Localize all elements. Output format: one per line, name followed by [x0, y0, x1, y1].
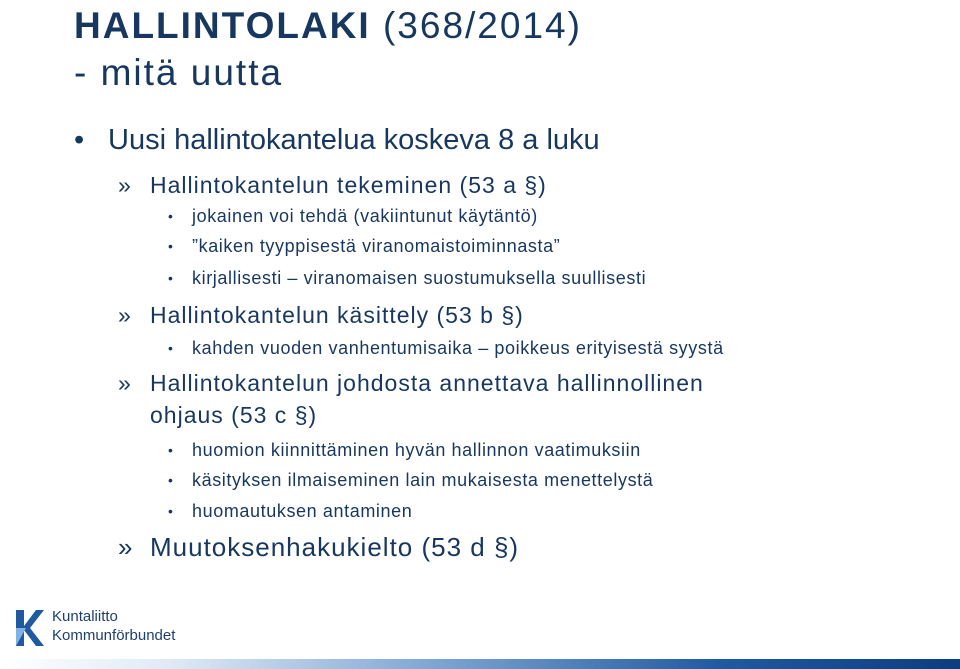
bullet-arrow: » [118, 370, 132, 396]
list-item-text: kirjallisesti – viranomaisen suostumuksella suullisesti [192, 268, 647, 288]
bullet-arrow: » [118, 302, 132, 328]
section-text: Hallintokantelun tekeminen (53 a §) [150, 172, 547, 198]
section-heading-continued: ohjaus (53 c §) [150, 402, 318, 428]
list-item-text: jokainen voi tehdä (vakiintunut käytäntö) [192, 206, 538, 226]
bullet-dot: • [168, 442, 174, 458]
list-item-text: huomion kiinnittäminen hyvän hallinnon vaatimuksiin [192, 440, 641, 460]
list-item-text: huomautuksen antaminen [192, 501, 413, 521]
bullet-dot: • [168, 208, 174, 224]
bullet-text: Uusi hallintokantelua koskeva 8 a luku [108, 124, 600, 156]
bullet-arrow: » [118, 172, 132, 198]
bullet-dot: • [74, 124, 85, 156]
list-item-text: kahden vuoden vanhentumisaika – poikkeus erityisestä syystä [192, 338, 724, 358]
logo-text-finnish: Kuntaliitto [52, 608, 118, 625]
section-text: Muutoksenhakukielto (53 d §) [150, 532, 520, 562]
bullet-dot: • [168, 270, 174, 286]
kuntaliitto-logo [14, 606, 194, 650]
page-title [74, 2, 582, 96]
footer-gradient-bar [0, 659, 960, 669]
title-law-number: (368/2014) [370, 5, 582, 46]
section-text: Hallintokantelun johdosta annettava hallinnollinen [150, 370, 704, 396]
list-item-text: käsityksen ilmaiseminen lain mukaisesta menettelystä [192, 470, 654, 490]
bullet-dot: • [168, 238, 174, 254]
logo-mark-icon [14, 608, 44, 648]
bullet-dot: • [168, 340, 174, 356]
bullet-dot: • [168, 503, 174, 519]
list-item-text: ”kaiken tyyppisestä viranomaistoiminnasta” [192, 236, 561, 256]
logo-text-swedish: Kommunförbundet [52, 627, 176, 644]
bullet-dot: • [168, 472, 174, 488]
bullet-arrow: » [118, 532, 134, 562]
title-main: HALLINTOLAKI [74, 5, 371, 46]
section-text: Hallintokantelun käsittely (53 b §) [150, 302, 524, 328]
title-subtitle: - mitä uutta [74, 52, 284, 93]
